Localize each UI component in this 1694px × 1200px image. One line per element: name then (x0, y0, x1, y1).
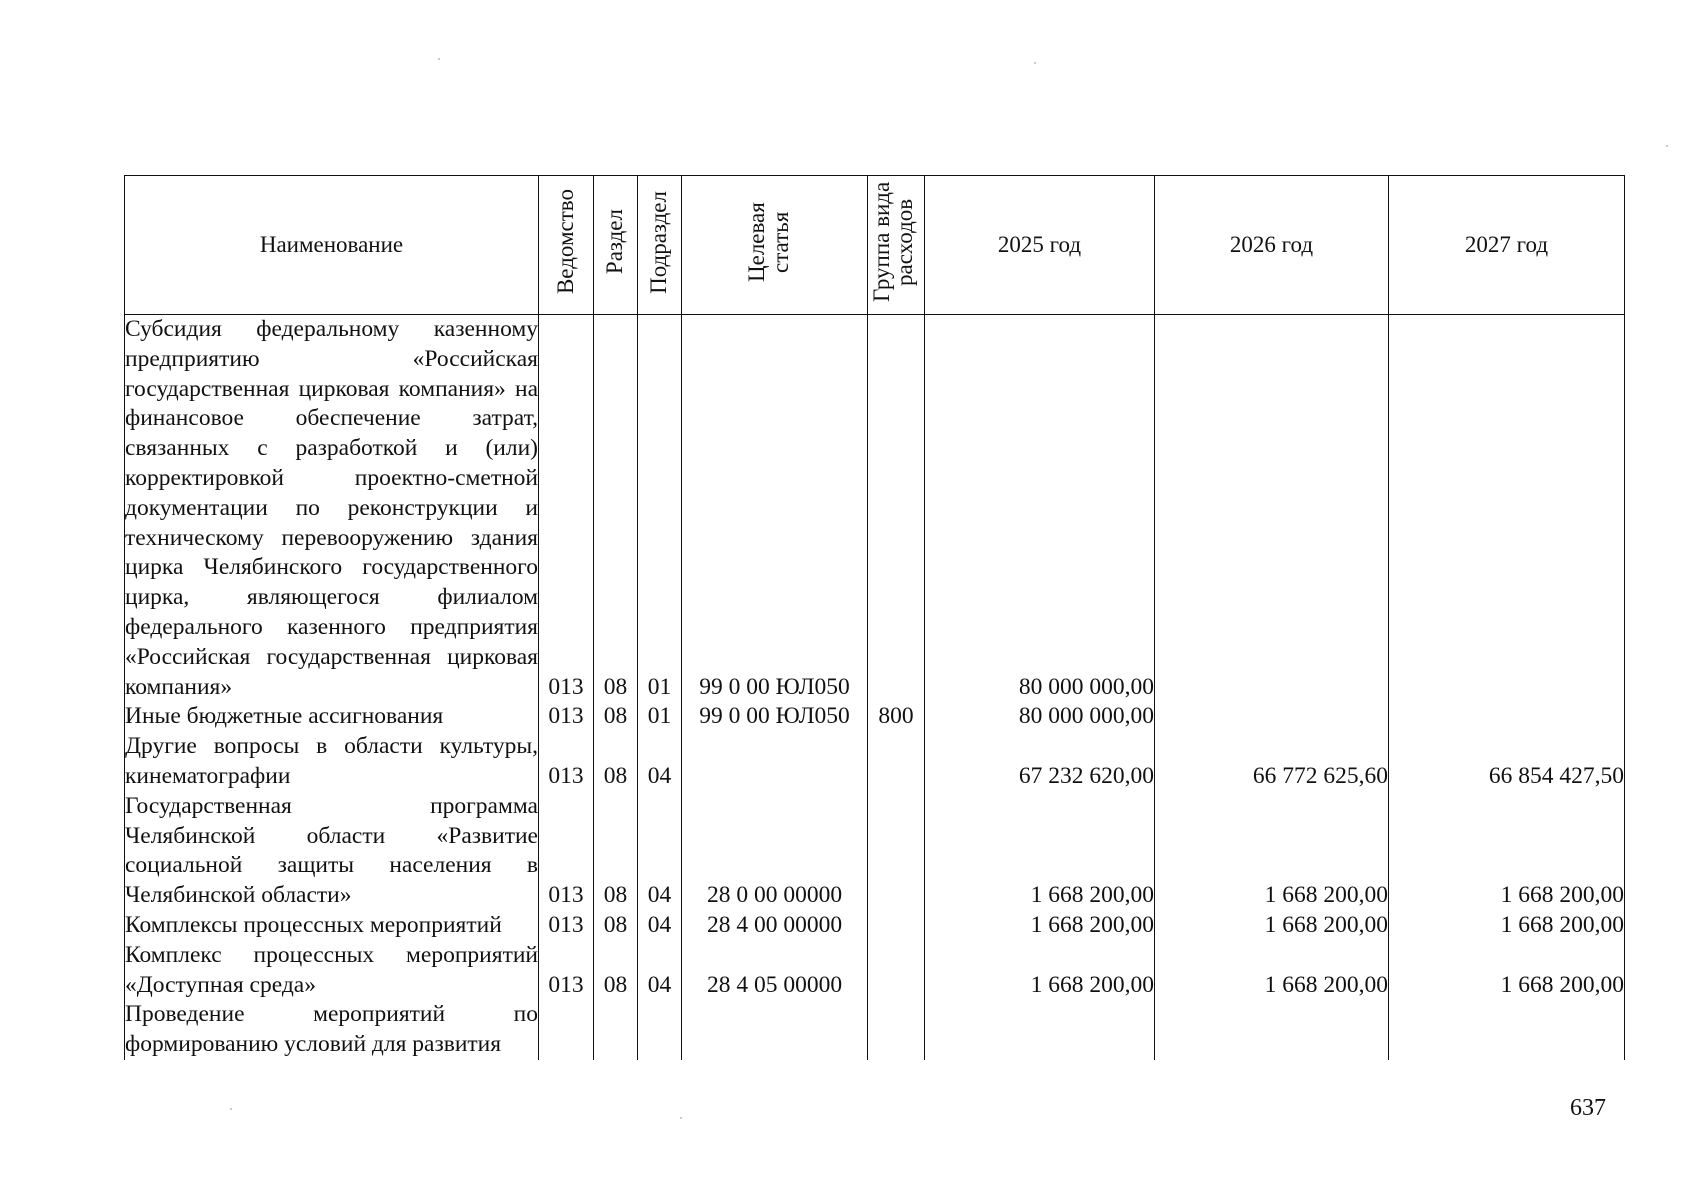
cell-podrazdel: 04 (638, 732, 682, 792)
page-number: 637 (1570, 1095, 1606, 1121)
table-row (125, 702, 1625, 732)
cell-celevaya-statya (682, 1000, 868, 1060)
cell-name: Комплекс процессных мероприятий «Доступная среда» (125, 941, 539, 1001)
header-razdel: Раздел (594, 176, 638, 315)
cell-gruppa (868, 1000, 925, 1060)
cell-2027: 1 668 200,00 (1389, 911, 1625, 941)
cell-vedomstvo: 013 (539, 702, 594, 732)
cell-podrazdel: 01 (638, 702, 682, 732)
table-row (125, 911, 1625, 941)
cell-razdel: 08 (594, 702, 638, 732)
cell-vedomstvo: 013 (539, 941, 594, 1001)
header-2027: 2027 год (1389, 176, 1625, 315)
cell-celevaya-statya: 99 0 00 ЮЛ050 (682, 702, 868, 732)
table-row (125, 1000, 1625, 1060)
cell-2026 (1155, 315, 1389, 703)
scan-speck (1034, 62, 1036, 64)
cell-2026: 1 668 200,00 (1155, 941, 1389, 1001)
cell-gruppa: 800 (868, 702, 925, 732)
cell-razdel: 08 (594, 732, 638, 792)
cell-2025: 1 668 200,00 (925, 792, 1155, 911)
table-row (125, 941, 1625, 1001)
scan-speck (680, 1117, 682, 1119)
cell-2027 (1389, 1000, 1625, 1060)
cell-2027 (1389, 315, 1625, 703)
cell-razdel (594, 1000, 638, 1060)
cell-vedomstvo: 013 (539, 792, 594, 911)
scan-speck (230, 1108, 232, 1110)
cell-2026: 1 668 200,00 (1155, 792, 1389, 911)
cell-name: Субсидия федеральному казенному предприятию «Российская государственная цирковая компания» на финансовое обеспечение затрат, связанных с разработкой и (или) корректировкой проектно-сметной документации по реконструкции и техническому перевооружению здания цирка Челябинского государственного цирка, являющегося филиалом федерального казенного предприятия «Российская государственная цирковая компания» (125, 315, 539, 703)
cell-podrazdel: 04 (638, 911, 682, 941)
cell-2025: 1 668 200,00 (925, 941, 1155, 1001)
cell-2025: 67 232 620,00 (925, 732, 1155, 792)
cell-2027 (1389, 702, 1625, 732)
cell-name: Проведение мероприятий по формированию условий для развития (125, 1000, 539, 1060)
cell-celevaya-statya: 28 0 00 00000 (682, 792, 868, 911)
cell-2027: 1 668 200,00 (1389, 792, 1625, 911)
cell-celevaya-statya: 28 4 00 00000 (682, 911, 868, 941)
scan-speck (1666, 145, 1668, 147)
header-celevaya-statya: Целевая статья (682, 176, 868, 315)
cell-2025: 80 000 000,00 (925, 702, 1155, 732)
cell-podrazdel: 01 (638, 315, 682, 703)
cell-name: Государственная программа Челябинской области «Развитие социальной защиты населения в Челябинской области» (125, 792, 539, 911)
cell-podrazdel: 04 (638, 941, 682, 1001)
cell-razdel: 08 (594, 911, 638, 941)
scan-speck (438, 58, 440, 60)
cell-gruppa (868, 941, 925, 1001)
cell-2027: 1 668 200,00 (1389, 941, 1625, 1001)
table-row (125, 732, 1625, 792)
cell-2025: 80 000 000,00 (925, 315, 1155, 703)
cell-2025: 1 668 200,00 (925, 911, 1155, 941)
table-header-row (125, 176, 1625, 315)
cell-2026 (1155, 702, 1389, 732)
cell-2026: 66 772 625,60 (1155, 732, 1389, 792)
cell-2027: 66 854 427,50 (1389, 732, 1625, 792)
cell-celevaya-statya: 99 0 00 ЮЛ050 (682, 315, 868, 703)
cell-gruppa (868, 792, 925, 911)
cell-vedomstvo: 013 (539, 732, 594, 792)
cell-vedomstvo (539, 1000, 594, 1060)
cell-vedomstvo: 013 (539, 911, 594, 941)
header-vedomstvo: Ведомство (539, 176, 594, 315)
cell-name: Иные бюджетные ассигнования (125, 702, 539, 732)
header-name: Наименование (125, 176, 539, 315)
cell-gruppa (868, 315, 925, 703)
header-2025: 2025 год (925, 176, 1155, 315)
cell-name: Другие вопросы в области культуры, кинематографии (125, 732, 539, 792)
cell-razdel: 08 (594, 792, 638, 911)
cell-razdel: 08 (594, 315, 638, 703)
table-body (125, 315, 1625, 1060)
cell-celevaya-statya: 28 4 05 00000 (682, 941, 868, 1001)
header-2026: 2026 год (1155, 176, 1389, 315)
cell-name: Комплексы процессных мероприятий (125, 911, 539, 941)
table-row (125, 315, 1625, 703)
cell-vedomstvo: 013 (539, 315, 594, 703)
cell-2026: 1 668 200,00 (1155, 911, 1389, 941)
header-gruppa: Группа вида расходов (868, 176, 925, 315)
table-row (125, 792, 1625, 911)
cell-razdel: 08 (594, 941, 638, 1001)
cell-celevaya-statya (682, 732, 868, 792)
cell-gruppa (868, 911, 925, 941)
cell-podrazdel (638, 1000, 682, 1060)
budget-table (124, 175, 1625, 1060)
cell-podrazdel: 04 (638, 792, 682, 911)
header-podrazdel: Подраздел (638, 176, 682, 315)
cell-2026 (1155, 1000, 1389, 1060)
cell-2025 (925, 1000, 1155, 1060)
cell-gruppa (868, 732, 925, 792)
